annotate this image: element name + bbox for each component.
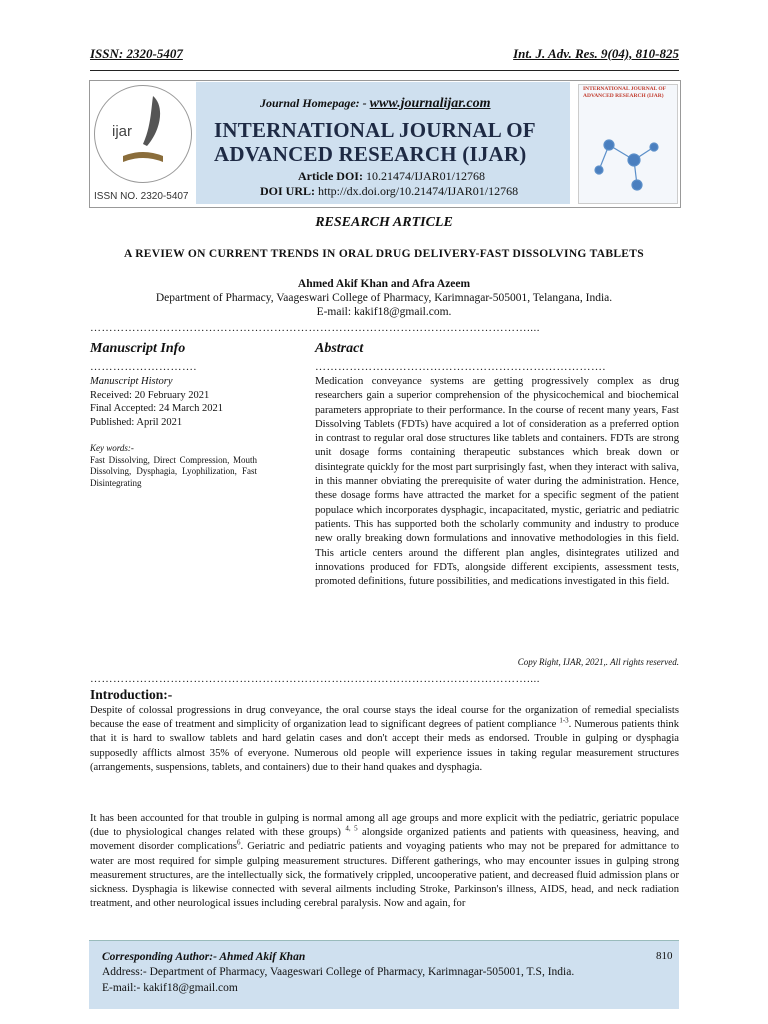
p2-text-b: alongside organized patients and patients with queasiness, heaving, and movement disorder complications: [90, 827, 679, 853]
article-title: A REVIEW ON CURRENT TRENDS IN ORAL DRUG DELIVERY-FAST DISSOLVING TABLETS: [124, 248, 644, 260]
dotted-divider-left: ……………………….: [90, 361, 197, 373]
doi-label: Article DOI:: [298, 169, 363, 183]
dotted-divider: ……………………………………………………………………………………………………....: [90, 322, 540, 334]
cover-title: INTERNATIONAL JOURNAL OF ADVANCED RESEARCH (IJAR): [583, 86, 666, 99]
author-email: E-mail: kakif18@gmail.com.: [316, 306, 452, 318]
history-label: Manuscript History: [90, 376, 173, 387]
abstract-text: Medication conveyance systems are getting progressively complex as drug researchers gain a superior comprehension of the physicochemical and biochemical parameters appropriate to their performance. In the course of recent many years, Fast Dissolving Tablets (FDTs) have acquired a lot of consideration as a preferred option in contrast to regular oral dose structures like tablets and containers. FDTs are strong unit dosage forms containing therapeutic substances which break down or disintegrate quickly for the most part surprisingly fast, when they interact with saliva, in this manner obviating the prerequisite of water during the administration. Hence, these dosage forms have attracted the market for a specific segment of the patient populace which incorporates dysphagic, incapacitated, mystic, geriatric and pediatric patients. This has supported both the scholarly community and industry to produce new orally breaking down formulations and innovative methodologies in this field. This article centers around the different plan angles, disintegrates utilized and innovations produced for FDTs, alongside different excipients, assessment tests, promoted definitions, future possibilities, and medications investigated in this field.: [315, 376, 679, 588]
p1-text-a: Despite of colossal progressions in drug conveyance, the oral course stays the ideal course for the organization of remedial specialists because the ease of treatment and simplicity of organization lead to significant degrees of patient compliance: [90, 705, 679, 731]
logo-issn: ISSN NO. 2320-5407: [94, 191, 189, 202]
journal-logo: [94, 85, 192, 183]
keywords-block: [90, 443, 257, 489]
homepage-link[interactable]: www.journalijar.com: [369, 96, 491, 111]
corresponding-email: E-mail:- kakif18@gmail.com: [102, 982, 238, 994]
homepage-label: Journal Homepage: -: [260, 96, 367, 110]
manuscript-info-heading: Manuscript Info: [90, 341, 186, 356]
introduction-heading: Introduction:-: [90, 687, 173, 702]
article-doi: [298, 169, 485, 184]
quill-book-icon: [95, 86, 191, 182]
journal-homepage: [260, 96, 491, 112]
citation: 1-3: [559, 716, 569, 725]
doi-url: [260, 184, 518, 199]
abstract-heading: Abstract: [315, 341, 364, 356]
page-number: 810: [656, 950, 673, 962]
journal-cover-thumbnail: [578, 84, 678, 204]
dotted-divider-right: ………………………………………………………………….: [315, 361, 606, 373]
p2-text-c: . Geriatric and pediatric patients and voyaging patients who may not be prepared for admittance to water are most required for simple gulping measurement structures. Different gatherings, who may encounter issues in gulping strong measurement structures, are the intellectually sick, the formatively crippled, uncooperative patient, and decreased fluid admission plans or sickness. Dysphagia is likewise connected with several ailments including Stroke, Parkinson's illness, AIDS, head, and neck radiation treatment, and other neurological issues including cerebral paralysis. Now and again, for: [90, 841, 679, 910]
published-date: Published: April 2021: [90, 416, 183, 428]
corresponding-address: Address:- Department of Pharmacy, Vaageswari College of Pharmacy, Karimnagar-505001, T.S, India.: [102, 966, 575, 978]
article-type: RESEARCH ARTICLE: [315, 215, 453, 230]
corresponding-author: Corresponding Author:- Ahmed Akif Khan: [102, 951, 306, 963]
author-affiliation: Department of Pharmacy, Vaageswari College of Pharmacy, Karimnagar-505001, Telangana, India.: [155, 292, 613, 304]
header-journal-ref: Int. J. Adv. Res. 9(04), 810-825: [513, 46, 679, 61]
received-date: Received: 20 February 2021: [90, 389, 210, 401]
keywords-label: Key words:-: [90, 443, 134, 453]
manuscript-history: [90, 375, 223, 429]
journal-title: INTERNATIONAL JOURNAL OF ADVANCED RESEARCH (IJAR): [214, 118, 536, 166]
intro-paragraph-2: [90, 812, 679, 911]
doi-value: 10.21474/IJAR01/12768: [365, 169, 485, 183]
molecule-icon: [579, 85, 677, 203]
copyright: Copy Right, IJAR, 2021,. All rights reserved.: [517, 657, 679, 667]
keywords-list: Fast Dissolving, Direct Compression, Mouth Dissolving, Dysphagia, Lyophilization, Fast Disintegrating: [90, 454, 257, 488]
doi-url-link[interactable]: http://dx.doi.org/10.21474/IJAR01/12768: [318, 184, 519, 198]
header-issn: ISSN: 2320-5407: [90, 46, 183, 61]
accepted-date: Final Accepted: 24 March 2021: [90, 403, 223, 414]
logo-text: ijar: [112, 123, 133, 140]
doi-url-label: DOI URL:: [260, 184, 316, 198]
p1-text-b: . Numerous patients think that it is hard to swallow tablets and hard gelatin cases and don't accept their meds as endorsed. Trouble in gulping or dysphagia supposedly afflicts almost 35% of everyone. Numerous old people will experience issues in taking regular measurement structures (arrangements, suspensions, tablets, and containers) due to their hand quakes and dysphagia.: [90, 719, 679, 773]
citation: 6: [237, 838, 241, 847]
p2-text-a: It has been accounted for that trouble in gulping is normal among all age groups and more explicit with the pediatric, geriatric populace (due to physiological changes related with these groups): [90, 813, 679, 839]
dotted-divider: ……………………………………………………………………………………………………....: [90, 673, 540, 685]
article-authors: Ahmed Akif Khan and Afra Azeem: [297, 278, 471, 290]
citation: 4, 5: [345, 824, 358, 833]
intro-paragraph-1: [90, 704, 679, 775]
